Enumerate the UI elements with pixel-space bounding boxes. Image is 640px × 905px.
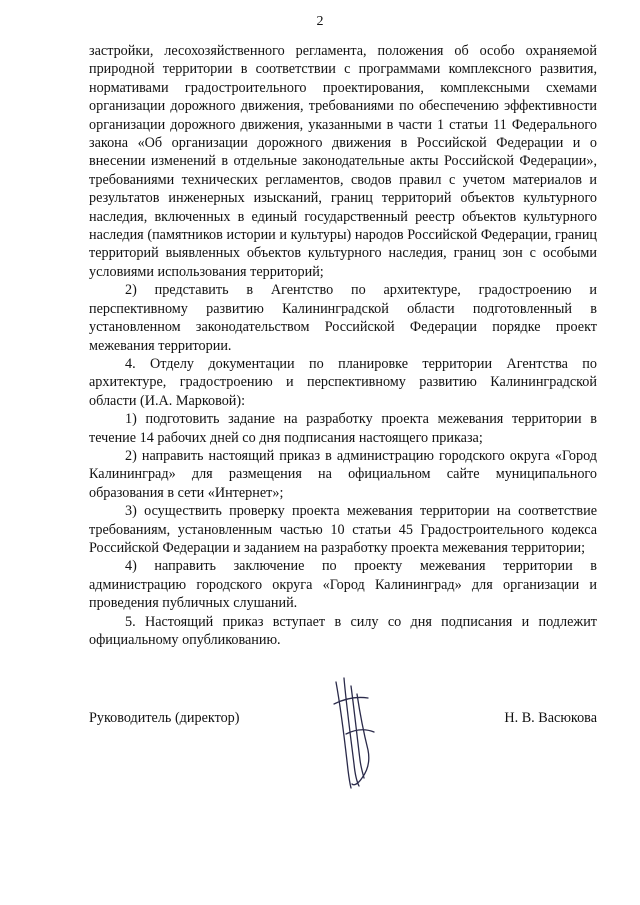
signer-position: Руководитель (директор)	[89, 710, 240, 726]
handwritten-signature	[324, 674, 384, 792]
paragraph-clause-4: 4. Отделу документации по планировке территории Агентства по архитектуре, градостроению и перспективному развитию Калининградской области (И.А. Марковой):	[89, 355, 597, 409]
page-number: 2	[316, 14, 324, 29]
paragraph-item-2-submit: 2) представить в Агентство по архитектуре, градостроению и перспективному развитию Калининградской области подготовленный в установленном законодательством Российской Федерации порядке проект межевания территории.	[89, 282, 597, 354]
paragraph-clause-4-item-3: 3) осуществить проверку проекта межевания территории на соответствие требованиям, установленным частью 10 статьи 45 Градостроительного кодекса Российской Федерации и заданием на разработку проекта межевания территории;	[89, 503, 597, 556]
paragraph-clause-5: 5. Настоящий приказ вступает в силу со дня подписания и подлежит официальному опубликованию.	[89, 613, 597, 648]
document-body	[89, 42, 597, 649]
paragraph-clause-4-item-1: 1) подготовить задание на разработку проекта межевания территории в течение 14 рабочих дней со дня подписания настоящего приказа;	[89, 411, 597, 446]
signer-name: Н. В. Васюкова	[504, 710, 597, 726]
paragraph-clause-4-item-4: 4) направить заключение по проекту межевания территории в администрацию городского округа «Город Калининград» для организации и проведения публичных слушаний.	[89, 558, 597, 612]
paragraph-clause-4-item-2: 2) направить настоящий приказ в администрацию городского округа «Город Калининград» для размещения на официальном сайте муниципального образования в сети «Интернет»;	[89, 447, 597, 501]
paragraph-continuation: застройки, лесохозяйственного регламента, положения об особо охраняемой природной территории в соответствии с программами комплексного развития, нормативами градостроительного проектирования, комплексными схемами организации дорожного движения, требованиями по обеспечению эффективности организации дорожного движения, указанными в части 1 статьи 11 Федерального закона «Об организации дорожного движения в Российской Федерации и о внесении изменений в отдельные законодательные акты Российской Федерации», требованиями технических регламентов, сводов правил с учетом материалов и результатов инженерных изысканий, границ территорий объектов культурного наследия, включенных в единый государственный реестр объектов культурного наследия (памятников истории и культуры) народов Российской Федерации, границ территорий выявленных объектов культурного наследия, границ зон с особыми условиями использования территорий;	[89, 43, 597, 280]
